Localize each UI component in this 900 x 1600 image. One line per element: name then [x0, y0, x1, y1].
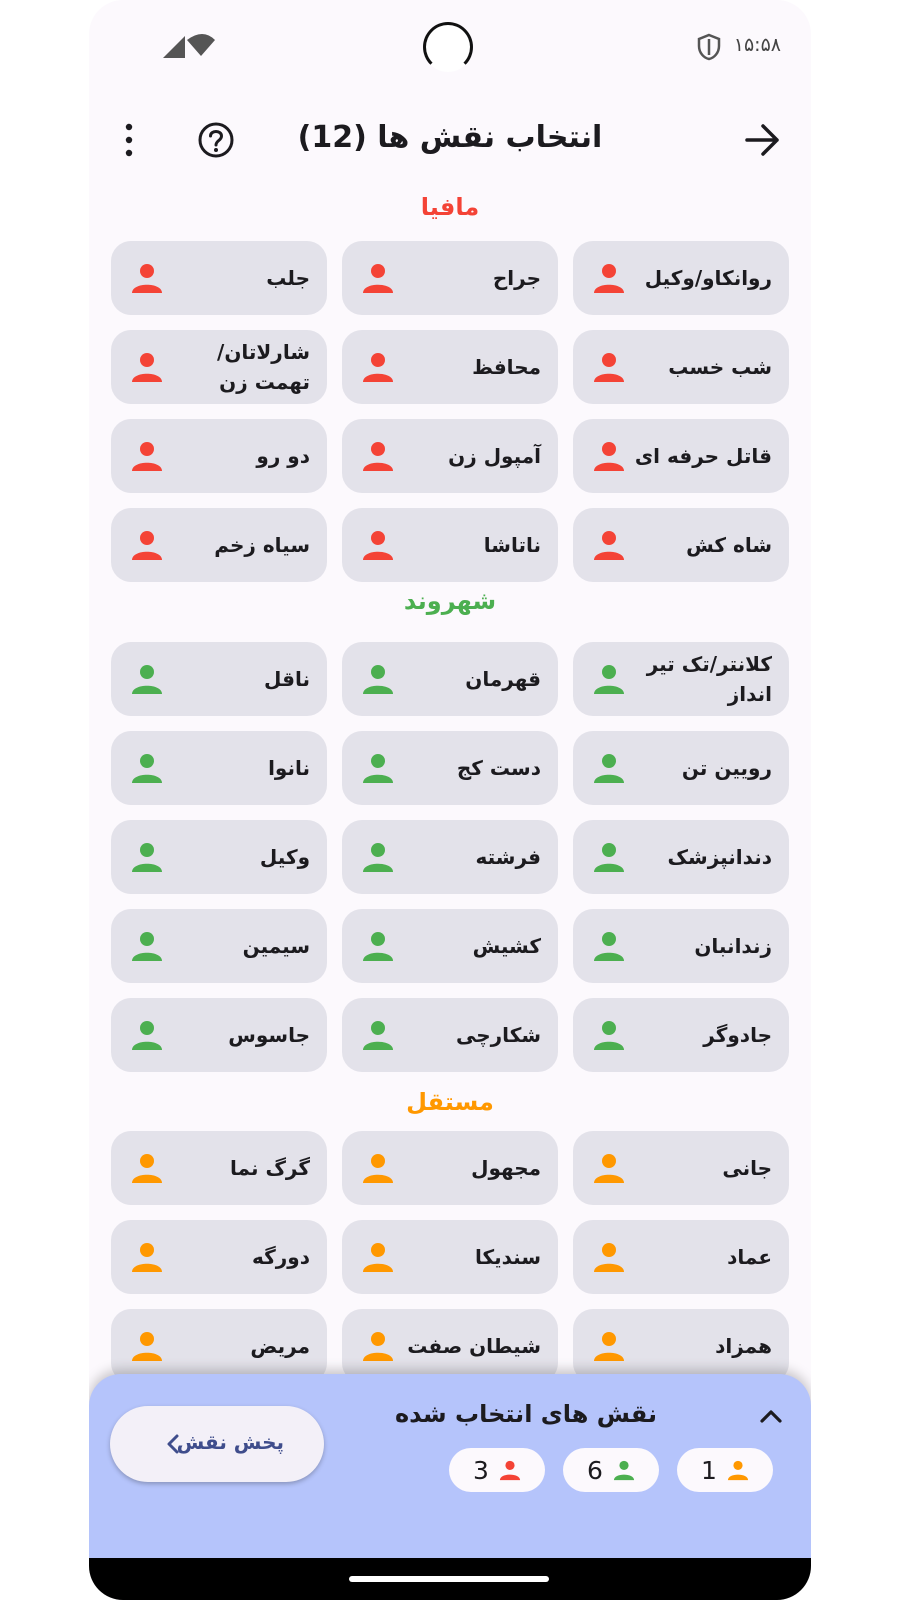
person-icon — [727, 1459, 749, 1481]
mafia-count-chip — [449, 1448, 545, 1492]
role-card[interactable] — [111, 1220, 327, 1294]
chevron-up-icon[interactable] — [757, 1402, 785, 1430]
role-card[interactable] — [573, 642, 789, 716]
person-icon — [362, 663, 394, 695]
person-icon — [593, 351, 625, 383]
person-icon — [362, 529, 394, 561]
network-signal-icon — [163, 32, 223, 58]
person-icon — [362, 262, 394, 294]
role-card[interactable] — [573, 909, 789, 983]
role-name: جادوگر — [703, 1023, 772, 1047]
role-name: جلب — [266, 266, 310, 290]
role-name: ناقل — [264, 667, 310, 691]
role-name: شکارچی — [456, 1023, 541, 1047]
selected-roles-sheet — [89, 1374, 811, 1564]
role-name: شاه کش — [686, 533, 772, 557]
role-name: شیطان صفت — [407, 1334, 541, 1358]
role-card[interactable] — [111, 731, 327, 805]
app-bar — [89, 104, 811, 176]
person-icon — [131, 930, 163, 962]
person-icon — [593, 841, 625, 873]
person-icon — [362, 1330, 394, 1362]
role-card[interactable] — [342, 419, 558, 493]
role-card[interactable] — [342, 998, 558, 1072]
role-card[interactable] — [342, 731, 558, 805]
section-title-independent: مستقل — [406, 1088, 494, 1116]
role-name: همزاد — [715, 1334, 772, 1358]
person-icon — [593, 1152, 625, 1184]
person-icon — [131, 529, 163, 561]
role-name: وکیل — [259, 845, 310, 869]
person-icon — [131, 440, 163, 472]
system-nav-bar — [89, 1558, 811, 1600]
role-name: مجهول — [471, 1156, 541, 1180]
role-name: دو رو — [256, 444, 310, 468]
role-card[interactable] — [111, 241, 327, 315]
person-icon — [131, 1152, 163, 1184]
role-card[interactable] — [573, 1131, 789, 1205]
role-card[interactable] — [573, 731, 789, 805]
role-grid-mafia — [111, 241, 789, 582]
distribute-roles-label: پخش نقش — [176, 1430, 284, 1454]
role-name: قهرمان — [465, 667, 541, 691]
role-card[interactable] — [342, 508, 558, 582]
role-card[interactable] — [111, 419, 327, 493]
person-icon — [131, 1241, 163, 1273]
status-bar — [89, 0, 811, 92]
role-card[interactable] — [342, 1220, 558, 1294]
mafia-count: 3 — [473, 1456, 489, 1485]
role-name: دندانپزشک — [667, 845, 772, 869]
person-icon — [593, 1019, 625, 1051]
role-name: جانی — [722, 1156, 772, 1180]
role-name: آمپول زن — [448, 444, 541, 468]
person-icon — [131, 841, 163, 873]
camera-cutout — [423, 22, 473, 72]
role-card[interactable] — [111, 642, 327, 716]
person-icon — [362, 1152, 394, 1184]
person-icon — [362, 1019, 394, 1051]
person-icon — [131, 752, 163, 784]
person-icon — [131, 663, 163, 695]
role-name: محافظ — [472, 355, 541, 379]
role-card[interactable] — [342, 909, 558, 983]
role-card[interactable] — [573, 508, 789, 582]
role-card[interactable] — [342, 1309, 558, 1383]
independent-count-chip — [677, 1448, 773, 1492]
person-icon — [593, 930, 625, 962]
person-icon — [593, 663, 625, 695]
role-card[interactable] — [573, 419, 789, 493]
role-name: ناتاشا — [483, 533, 541, 557]
person-icon — [362, 930, 394, 962]
role-card[interactable] — [111, 508, 327, 582]
help-icon[interactable] — [197, 121, 235, 159]
role-name: شب خسب — [668, 355, 772, 379]
role-name: شارلاتان/تهمت زن — [217, 340, 310, 394]
role-card[interactable] — [111, 820, 327, 894]
role-card[interactable] — [573, 998, 789, 1072]
person-icon — [362, 440, 394, 472]
status-time: ۱۵:۵۸ — [733, 34, 781, 56]
role-card[interactable] — [111, 1131, 327, 1205]
role-name: جاسوس — [228, 1023, 310, 1047]
more-menu-icon[interactable] — [119, 121, 139, 159]
person-icon — [362, 1241, 394, 1273]
role-card[interactable] — [111, 909, 327, 983]
role-card[interactable] — [342, 241, 558, 315]
role-card[interactable] — [573, 1220, 789, 1294]
citizen-count-chip — [563, 1448, 659, 1492]
person-icon — [362, 752, 394, 784]
role-card[interactable] — [342, 1131, 558, 1205]
person-icon — [362, 841, 394, 873]
person-icon — [593, 262, 625, 294]
role-name: گرگ نما — [230, 1156, 310, 1180]
role-name: زندانبان — [694, 934, 772, 958]
role-name: رویین تن — [681, 756, 772, 780]
role-name: دست کج — [456, 756, 541, 780]
role-grid-citizen — [111, 642, 789, 1072]
shield-icon — [697, 33, 721, 61]
role-name: سندیکا — [474, 1245, 541, 1269]
role-name: نانوا — [268, 756, 310, 780]
role-card[interactable] — [573, 241, 789, 315]
role-name: روانکاو/وکیل — [644, 266, 772, 290]
person-icon — [593, 440, 625, 472]
role-name: فرشته — [475, 845, 541, 869]
person-icon — [499, 1459, 521, 1481]
citizen-count: 6 — [587, 1456, 603, 1485]
person-icon — [131, 351, 163, 383]
role-name: عماد — [727, 1245, 772, 1269]
chevron-left-icon — [162, 1432, 186, 1456]
phone-screen — [89, 0, 811, 1600]
role-card[interactable] — [573, 330, 789, 404]
role-card[interactable] — [111, 1309, 327, 1383]
role-name: دورگه — [252, 1245, 310, 1269]
role-name: قاتل حرفه ای — [634, 444, 772, 468]
role-card[interactable] — [111, 998, 327, 1072]
home-gesture-handle[interactable] — [349, 1576, 549, 1582]
person-icon — [362, 351, 394, 383]
selected-count-chips — [449, 1448, 773, 1492]
role-card[interactable] — [342, 642, 558, 716]
person-icon — [613, 1459, 635, 1481]
person-icon — [131, 262, 163, 294]
person-icon — [593, 529, 625, 561]
role-card[interactable] — [573, 820, 789, 894]
role-card[interactable] — [342, 330, 558, 404]
role-card[interactable] — [573, 1309, 789, 1383]
distribute-roles-button[interactable] — [110, 1406, 324, 1482]
role-card[interactable] — [342, 820, 558, 894]
page-title: انتخاب نقش ها (12) — [297, 120, 603, 155]
person-icon — [593, 752, 625, 784]
role-grid-independent — [111, 1131, 789, 1383]
section-title-citizen: شهروند — [403, 587, 497, 615]
person-icon — [593, 1330, 625, 1362]
role-name: سیاه زخم — [214, 533, 310, 557]
person-icon — [593, 1241, 625, 1273]
role-name: کلانتر/تک تیر انداز — [646, 652, 772, 706]
person-icon — [131, 1019, 163, 1051]
role-card[interactable] — [111, 330, 327, 404]
role-name: مریض — [250, 1334, 310, 1358]
role-name: سیمین — [242, 934, 310, 958]
selected-roles-title: نقش های انتخاب شده — [394, 1400, 657, 1428]
independent-count: 1 — [701, 1456, 717, 1485]
person-icon — [131, 1330, 163, 1362]
role-name: کشیش — [472, 934, 541, 958]
role-name: جراح — [492, 266, 541, 290]
section-title-mafia: مافیا — [420, 193, 480, 221]
